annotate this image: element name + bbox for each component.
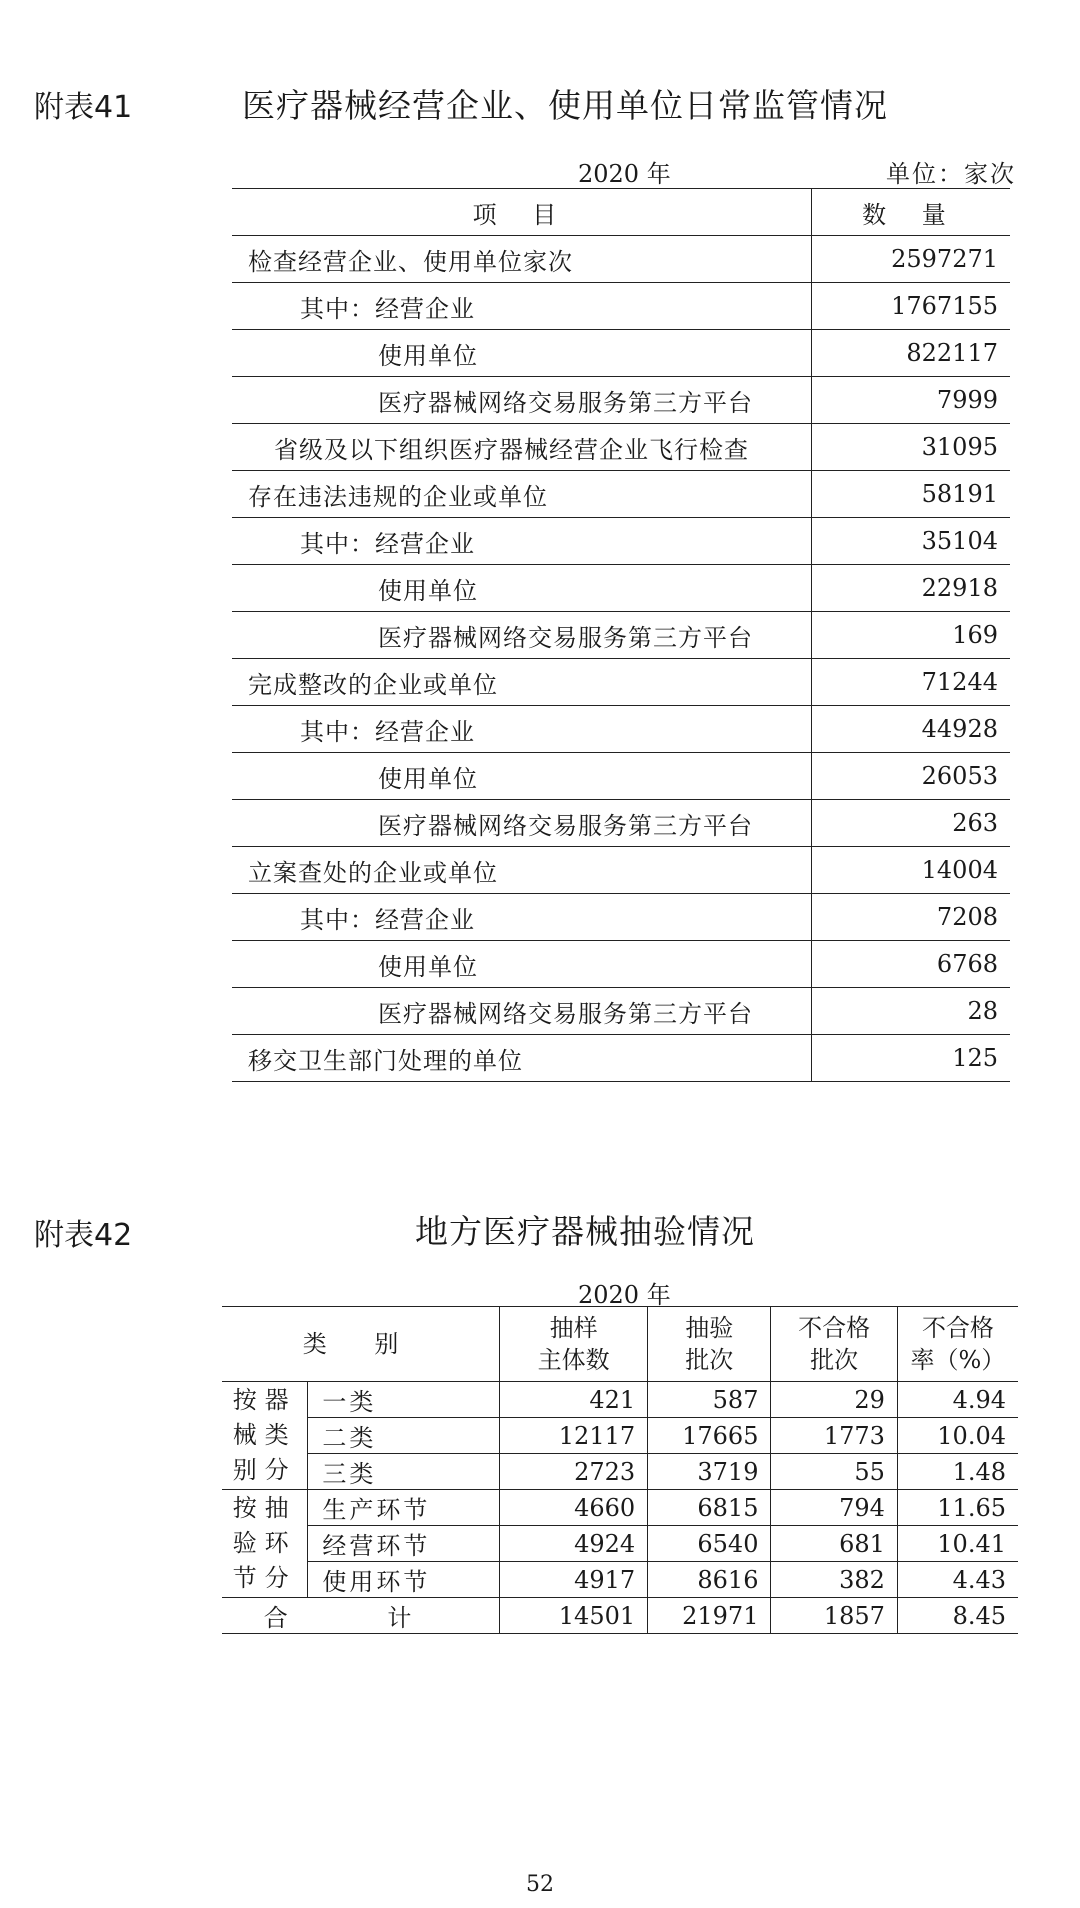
- row-item: 存在违法违规的企业或单位: [232, 471, 811, 518]
- total-sampled-entities: 14501: [500, 1598, 648, 1634]
- table-42-label: 附表42: [34, 1218, 133, 1253]
- table-header-row: [222, 1307, 1018, 1382]
- row-item: 省级及以下组织医疗器械经营企业飞行检查: [232, 424, 811, 471]
- header-line: 抽样: [549, 1314, 598, 1342]
- row-item: 检查经营企业、使用单位家次: [232, 236, 811, 283]
- page-number: 52: [526, 1872, 554, 1897]
- row-subcategory: 经营环节: [308, 1526, 500, 1562]
- row-value: 22918: [811, 565, 1010, 612]
- table-41-year: 2020 年: [578, 160, 671, 188]
- header-failed-batches: [771, 1307, 897, 1382]
- table-42: [222, 1306, 1018, 1634]
- row-value: 125: [811, 1035, 1010, 1082]
- cell-failure-rate: 10.04: [897, 1418, 1018, 1454]
- table-row: [232, 659, 1010, 706]
- table-row: [232, 800, 1010, 847]
- header-failure-rate: [897, 1307, 1018, 1382]
- header-sampled-batches: [648, 1307, 771, 1382]
- total-failure-rate: 8.45: [897, 1598, 1018, 1634]
- group-label-line: 节分: [232, 1564, 297, 1592]
- row-value: 35104: [811, 518, 1010, 565]
- row-value: 2597271: [811, 236, 1010, 283]
- table-row: [232, 236, 1010, 283]
- row-subcategory: 一类: [308, 1382, 500, 1418]
- table-41-unit: 单位：家次: [886, 160, 1016, 188]
- header-line: 批次: [810, 1346, 859, 1374]
- row-value: 14004: [811, 847, 1010, 894]
- total-sampled-batches: 21971: [648, 1598, 771, 1634]
- group-label-line: 验环: [232, 1529, 297, 1557]
- cell-sampled-batches: 8616: [648, 1562, 771, 1598]
- table-row: [232, 706, 1010, 753]
- cell-failure-rate: 11.65: [897, 1490, 1018, 1526]
- table-41-label: 附表41: [34, 90, 133, 125]
- table-41-title: 医疗器械经营企业、使用单位日常监管情况: [242, 86, 888, 125]
- table-row: [232, 471, 1010, 518]
- row-item: 完成整改的企业或单位: [232, 659, 811, 706]
- group-label-line: 械类: [232, 1421, 297, 1449]
- table-row: [232, 565, 1010, 612]
- row-item: 使用单位: [232, 753, 811, 800]
- header-category: 类 别: [222, 1307, 500, 1382]
- group-label-line: 按抽: [232, 1494, 297, 1522]
- table-row: [232, 941, 1010, 988]
- header-line: 不合格: [921, 1314, 994, 1342]
- table-row: [232, 612, 1010, 659]
- table-row: [232, 424, 1010, 471]
- table-row: [232, 894, 1010, 941]
- row-item: 医疗器械网络交易服务第三方平台: [232, 988, 811, 1035]
- row-subcategory: 二类: [308, 1418, 500, 1454]
- row-item: 医疗器械网络交易服务第三方平台: [232, 800, 811, 847]
- cell-sampled-batches: 6540: [648, 1526, 771, 1562]
- total-label: 合 计: [222, 1598, 500, 1634]
- table-row: [232, 847, 1010, 894]
- header-item: 项 目: [232, 189, 811, 236]
- table-row: [222, 1418, 1018, 1454]
- cell-sampled-entities: 2723: [500, 1454, 648, 1490]
- table-row: [232, 283, 1010, 330]
- table-42-title: 地方医疗器械抽验情况: [415, 1212, 755, 1251]
- cell-failed-batches: 794: [771, 1490, 897, 1526]
- row-value: 263: [811, 800, 1010, 847]
- table-42-year: 2020 年: [578, 1281, 671, 1309]
- row-item: 其中：经营企业: [232, 283, 811, 330]
- row-value: 1767155: [811, 283, 1010, 330]
- table-row: [232, 377, 1010, 424]
- group-label-device-class: [222, 1382, 308, 1490]
- cell-sampled-batches: 6815: [648, 1490, 771, 1526]
- table-row: [222, 1562, 1018, 1598]
- cell-sampled-entities: 4917: [500, 1562, 648, 1598]
- header-line: 抽验: [685, 1314, 734, 1342]
- cell-failed-batches: 1773: [771, 1418, 897, 1454]
- row-value: 7208: [811, 894, 1010, 941]
- cell-sampled-entities: 421: [500, 1382, 648, 1418]
- row-item: 使用单位: [232, 941, 811, 988]
- group-label-stage: [222, 1490, 308, 1598]
- cell-failed-batches: 382: [771, 1562, 897, 1598]
- row-value: 31095: [811, 424, 1010, 471]
- cell-failure-rate: 10.41: [897, 1526, 1018, 1562]
- table-row: [222, 1490, 1018, 1526]
- total-failed-batches: 1857: [771, 1598, 897, 1634]
- row-item: 医疗器械网络交易服务第三方平台: [232, 377, 811, 424]
- cell-sampled-batches: 17665: [648, 1418, 771, 1454]
- row-item: 使用单位: [232, 565, 811, 612]
- row-subcategory: 使用环节: [308, 1562, 500, 1598]
- row-item: 其中：经营企业: [232, 706, 811, 753]
- row-value: 26053: [811, 753, 1010, 800]
- table-row: [222, 1526, 1018, 1562]
- row-value: 44928: [811, 706, 1010, 753]
- row-value: 28: [811, 988, 1010, 1035]
- row-value: 6768: [811, 941, 1010, 988]
- table-row: [222, 1382, 1018, 1418]
- cell-sampled-batches: 3719: [648, 1454, 771, 1490]
- table-row: [222, 1454, 1018, 1490]
- cell-failed-batches: 29: [771, 1382, 897, 1418]
- row-item: 其中：经营企业: [232, 518, 811, 565]
- row-value: 71244: [811, 659, 1010, 706]
- header-line: 主体数: [537, 1346, 610, 1374]
- row-item: 立案查处的企业或单位: [232, 847, 811, 894]
- table-row: [232, 753, 1010, 800]
- row-subcategory: 三类: [308, 1454, 500, 1490]
- cell-failure-rate: 4.43: [897, 1562, 1018, 1598]
- header-line: 批次: [685, 1346, 734, 1374]
- table-41: [232, 188, 1010, 1082]
- row-item: 其中：经营企业: [232, 894, 811, 941]
- row-value: 822117: [811, 330, 1010, 377]
- header-line: 不合格: [798, 1314, 871, 1342]
- cell-sampled-entities: 4660: [500, 1490, 648, 1526]
- cell-sampled-entities: 4924: [500, 1526, 648, 1562]
- table-header-row: [232, 189, 1010, 236]
- header-quantity: 数 量: [811, 189, 1010, 236]
- table-total-row: [222, 1598, 1018, 1634]
- cell-failed-batches: 681: [771, 1526, 897, 1562]
- row-value: 7999: [811, 377, 1010, 424]
- cell-failure-rate: 4.94: [897, 1382, 1018, 1418]
- cell-sampled-entities: 12117: [500, 1418, 648, 1454]
- header-sampled-entities: [500, 1307, 648, 1382]
- cell-failure-rate: 1.48: [897, 1454, 1018, 1490]
- row-item: 移交卫生部门处理的单位: [232, 1035, 811, 1082]
- row-value: 169: [811, 612, 1010, 659]
- table-row: [232, 988, 1010, 1035]
- table-row: [232, 518, 1010, 565]
- row-item: 医疗器械网络交易服务第三方平台: [232, 612, 811, 659]
- row-value: 58191: [811, 471, 1010, 518]
- cell-sampled-batches: 587: [648, 1382, 771, 1418]
- group-label-line: 按器: [232, 1386, 297, 1414]
- table-row: [232, 330, 1010, 377]
- row-item: 使用单位: [232, 330, 811, 377]
- row-subcategory: 生产环节: [308, 1490, 500, 1526]
- group-label-line: 别分: [232, 1456, 297, 1484]
- header-line: 率（%）: [910, 1346, 1006, 1374]
- table-row: [232, 1035, 1010, 1082]
- cell-failed-batches: 55: [771, 1454, 897, 1490]
